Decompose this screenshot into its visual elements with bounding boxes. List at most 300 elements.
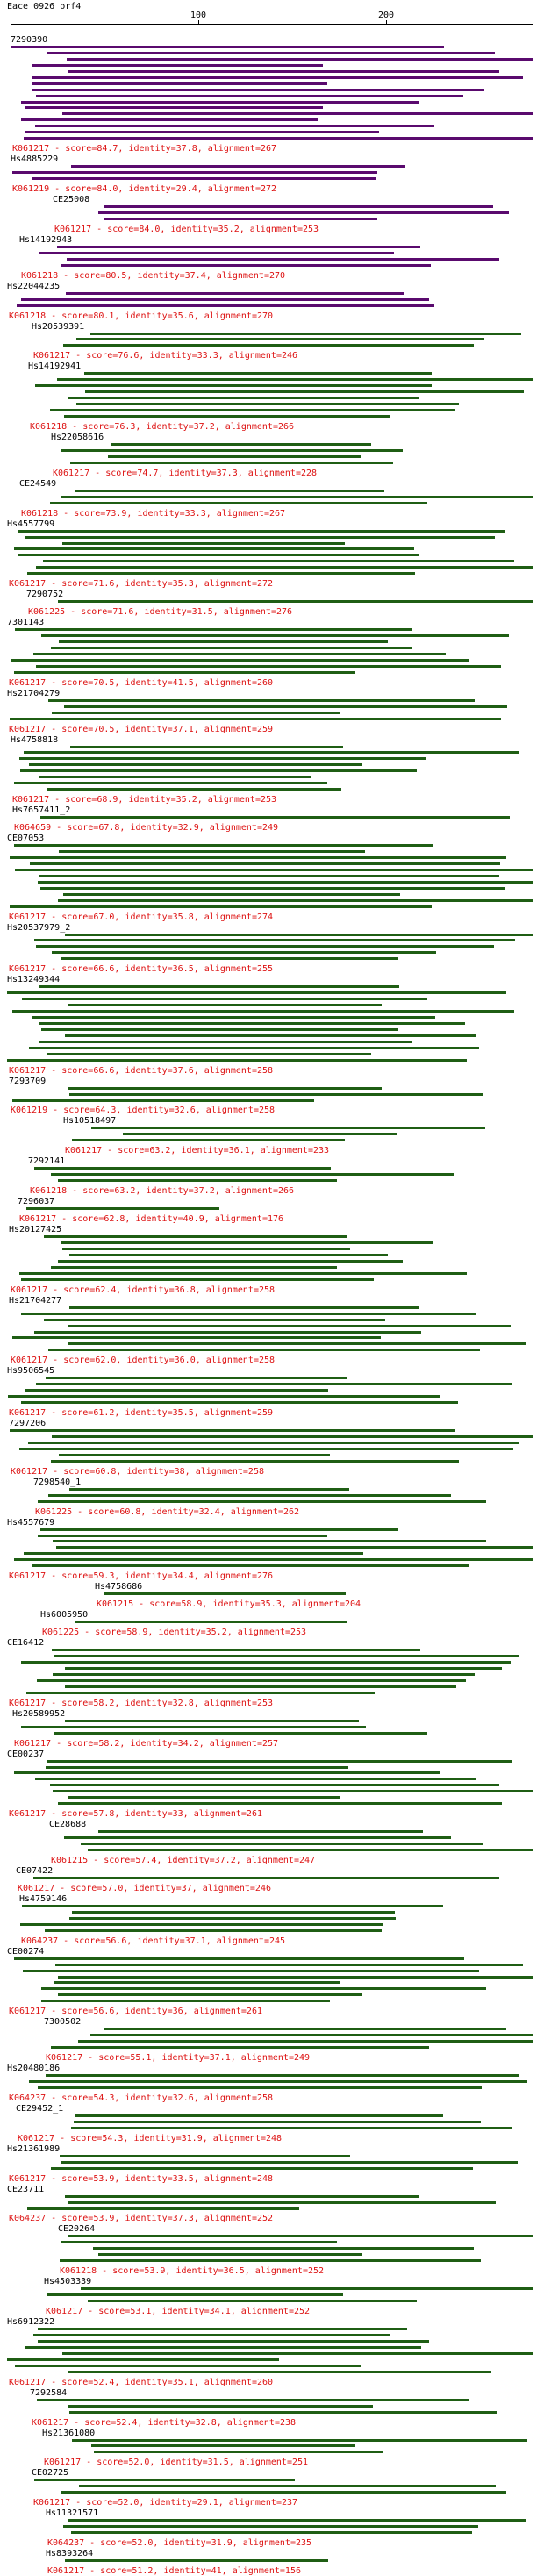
alignment-bar [71,2531,472,2534]
hit-summary[interactable]: K061218 - score=76.3, identity=37.2, alignment=266 [30,421,295,432]
alignment-bar [62,112,533,115]
alignment-bar [68,1796,340,1799]
alignment-bar [43,560,514,562]
hit-id[interactable]: CE07422 [16,1865,54,1876]
hit-id[interactable]: Hs21704277 [9,1295,62,1306]
alignment-bar [39,776,311,778]
alignment-bar [90,333,521,335]
hit-id[interactable]: Hs6912322 [7,2317,55,2328]
hit-id[interactable]: Hs20537979_2 [7,922,71,933]
alignment-bar [64,705,507,708]
alignment-bar [68,1087,382,1090]
hit-id[interactable]: CE29452_1 [16,2103,64,2114]
hit-id[interactable]: Hs21361989 [7,2143,61,2154]
alignment-bar [58,1802,502,1805]
alignment-bar [14,844,433,847]
hit-id[interactable]: CE00274 [7,1946,45,1957]
alignment-bar [18,554,419,556]
alignment-bar [71,2127,512,2129]
alignment-bar [68,1342,526,1345]
alignment-bar [12,1336,381,1339]
alignment-bar [44,1235,347,1238]
alignment-bar [84,372,432,375]
alignment-bar [48,699,475,702]
alignment-bar [8,1395,440,1398]
hit-id[interactable]: Hs11321571 [46,2508,99,2519]
hit-summary[interactable]: K061217 - score=55.1, identity=37.1, alignment=249 [46,2053,311,2064]
hit-id[interactable]: CE07053 [7,834,45,844]
alignment-bar [53,1673,475,1676]
hit-id[interactable]: Hs6005950 [40,1610,89,1621]
alignment-bar [22,1905,443,1907]
alignment-bar [18,530,505,533]
hit-id[interactable]: Hs4557799 [7,519,55,529]
alignment-bar [36,945,494,948]
alignment-bar [70,462,393,464]
alignment-bar [15,869,533,871]
alignment-bar [51,2046,429,2049]
alignment-bar [62,1248,350,1250]
alignment-bar [74,2121,481,2123]
alignment-bar [68,1004,382,1006]
alignment-bar [23,1970,479,1972]
alignment-bar [59,640,388,643]
alignment-bar [32,76,523,79]
hit-summary[interactable]: K061217 - score=62.8, identity=40.9, alignment=176 [19,1214,284,1225]
hit-summary[interactable]: K061217 - score=76.6, identity=33.3, alignment=246 [33,351,298,361]
alignment-bar [35,384,432,387]
alignment-bar [29,763,362,766]
hit-summary[interactable]: K064659 - score=67.8, identity=32.9, alignment=249 [14,823,279,834]
alignment-bar [57,246,420,248]
alignment-bar [51,1266,337,1269]
alignment-bar [20,769,417,772]
alignment-bar [65,934,533,936]
hit-id[interactable]: Hs7657411_2 [12,805,71,816]
hit-id[interactable]: Hs20127425 [9,1225,62,1235]
hit-id[interactable]: Hs10518497 [63,1116,117,1127]
alignment-bar [10,905,432,908]
hit-id[interactable]: Hs21361080 [42,2428,96,2438]
alignment-bar [88,1849,533,1851]
hit-summary[interactable]: K061217 - score=58.2, identity=34.2, alignment=257 [14,1738,279,1749]
alignment-bar [68,70,499,73]
hit-id[interactable]: 7293709 [9,1076,47,1086]
hit-summary[interactable]: K061217 - score=63.2, identity=36.1, alignment=233 [65,1146,330,1156]
hit-id[interactable]: CE16412 [7,1638,45,1649]
alignment-bar [38,881,533,884]
alignment-bar [10,1429,455,1432]
alignment-bar [50,502,427,504]
hit-id[interactable]: 7298540_1 [33,1477,82,1487]
alignment-bar [123,1133,397,1135]
hit-summary[interactable]: K061217 - score=67.0, identity=35.8, alignment=274 [9,912,274,922]
alignment-bar [19,1272,467,1275]
alignment-bar [111,443,371,446]
alignment-bar [36,95,463,97]
alignment-bar [25,131,379,133]
hit-id[interactable]: 7301143 [7,618,45,628]
alignment-bar [72,1911,395,1914]
hit-summary[interactable]: K064237 - score=54.3, identity=32.6, alignment=258 [9,2093,274,2103]
ruler-tick-200 [386,20,387,25]
hit-id[interactable]: Hs22044235 [7,281,61,291]
alignment-bar [46,1766,348,1769]
hit-id[interactable]: Hs22058616 [51,432,104,442]
alignment-bar [37,2399,469,2401]
alignment-bar [30,862,500,865]
hit-id[interactable]: CE25008 [53,195,90,205]
alignment-bar [29,1047,479,1049]
alignment-bar [65,2195,419,2198]
alignment-bar [36,1383,512,1385]
alignment-bar [40,1528,398,1531]
hit-summary[interactable]: K061217 - score=57.0, identity=37, alignment=246 [18,1883,271,1893]
hit-summary[interactable]: K061217 - score=84.7, identity=37.8, alignment=267 [12,144,277,154]
ruler [11,24,533,25]
hit-summary[interactable]: K061217 - score=58.2, identity=32.8, alignment=253 [9,1698,274,1708]
alignment-bar [94,2451,383,2453]
alignment-bar [61,2491,506,2494]
hit-id[interactable]: Hs20589952 [12,1708,66,1719]
alignment-bar [35,125,434,127]
hit-summary[interactable]: K061215 - score=57.4, identity=37.2, alignment=247 [51,1855,316,1865]
alignment-bar [52,1435,533,1438]
alignment-bar [39,1022,465,1025]
hit-summary[interactable]: K061217 - score=66.6, identity=37.6, alignment=258 [9,1065,274,1076]
hit-summary[interactable]: K061218 - score=53.9, identity=36.5, alignment=252 [60,2266,325,2277]
alignment-bar [65,1034,476,1037]
hit-summary[interactable]: K061217 - score=57.8, identity=33, alignment=261 [9,1809,262,1820]
hit-summary[interactable]: K061217 - score=56.6, identity=36, alignment=261 [9,2007,262,2017]
hit-summary[interactable]: K061217 - score=68.9, identity=35.2, alignment=253 [12,795,277,805]
hit-id[interactable]: CE00237 [7,1749,45,1759]
alignment-bar [44,1319,385,1321]
alignment-bar [7,2358,279,2361]
alignment-bar [61,2241,337,2243]
alignment-bar [63,2525,478,2528]
hit-summary[interactable]: K061217 - score=71.6, identity=35.3, alignment=272 [9,579,274,590]
alignment-bar [68,1325,511,1327]
ruler-label-200: 200 [377,11,395,20]
hit-summary[interactable]: K061217 - score=51.2, identity=41, alignment=156 [47,2565,301,2576]
alignment-bar [24,751,519,754]
hit-id[interactable]: Hs8393264 [46,2549,94,2559]
alignment-bar [90,2034,533,2036]
alignment-bar [53,1790,533,1792]
alignment-bar [75,2114,443,2117]
hit-id[interactable]: CE23711 [7,2184,45,2194]
hit-summary[interactable]: K061217 - score=52.0, identity=31.5, alignment=251 [44,2458,309,2468]
hit-summary[interactable]: K061217 - score=70.5, identity=41.5, alignment=260 [9,677,274,688]
alignment-bar [64,1836,451,1839]
alignment-bar [72,2439,527,2442]
alignment-bar [69,1306,419,1309]
alignment-bar [25,2346,421,2349]
alignment-bar [60,2155,350,2157]
hit-summary[interactable]: K061217 - score=62.4, identity=36.8, alignment=258 [11,1284,276,1295]
alignment-bar [68,2201,496,2204]
alignment-bar [58,1260,403,1263]
hit-id[interactable]: CE02725 [32,2468,69,2479]
alignment-bar [60,2259,481,2262]
alignment-bar [33,1877,499,1879]
hit-summary[interactable]: K064237 - score=53.9, identity=37.3, alignment=252 [9,2214,274,2224]
alignment-bar [25,1389,328,1392]
hit-summary[interactable]: K064237 - score=52.0, identity=31.9, alignment=235 [47,2538,312,2549]
alignment-bar [34,2479,295,2481]
alignment-bar [35,1778,476,1780]
alignment-bar [64,415,390,418]
alignment-bar [98,2253,362,2256]
alignment-bar [32,82,327,85]
alignment-bar [32,1016,435,1019]
ruler-label-100: 100 [190,11,207,20]
hit-id[interactable]: CE28688 [49,1820,87,1830]
alignment-bar [39,985,399,988]
hit-summary[interactable]: K061217 - score=84.0, identity=35.2, alignment=253 [54,224,319,234]
hit-id[interactable]: Hs9506545 [7,1366,55,1377]
alignment-bar [24,1552,363,1555]
alignment-bar [14,1957,464,1960]
hit-summary[interactable]: K061217 - score=62.0, identity=36.0, alignment=258 [11,1356,276,1366]
alignment-bar [93,2247,474,2250]
alignment-bar [55,1964,523,1966]
alignment-bar [37,1679,466,1682]
hit-summary[interactable]: K061217 - score=66.6, identity=36.5, alignment=255 [9,964,274,975]
alignment-bar [104,2028,506,2030]
hit-summary[interactable]: K061218 - score=63.2, identity=37.2, alignment=266 [30,1186,295,1197]
hit-id[interactable]: 7290752 [26,590,64,600]
alignment-bar [14,782,327,784]
alignment-bar [54,1655,519,1657]
alignment-bar [65,1720,359,1722]
hit-summary[interactable]: K061217 - score=52.4, identity=35.1, alignment=260 [9,2377,274,2387]
alignment-bar [52,951,436,954]
alignment-bar [21,1401,458,1404]
hit-id[interactable]: Hs14192943 [19,234,73,245]
hit-id[interactable]: CE20264 [58,2224,96,2235]
alignment-bar [32,89,484,91]
hit-id[interactable]: Hs4557679 [7,1517,55,1528]
alignment-bar [46,1377,347,1379]
alignment-bar [108,455,361,458]
alignment-bar [39,1041,412,1043]
alignment-bar [61,957,398,960]
alignment-bar [62,2352,533,2355]
alignment-bar [36,665,501,668]
alignment-bar [47,788,341,791]
hit-id[interactable]: Hs4758818 [11,734,59,745]
hit-summary[interactable]: K061217 - score=74.7, identity=37.3, alignment=228 [53,468,318,478]
alignment-bar [59,1454,330,1456]
alignment-bar [51,2167,473,2170]
alignment-bar [24,137,533,140]
alignment-bar [21,101,419,104]
alignment-bar [14,671,355,674]
alignment-bar [67,58,533,61]
alignment-bar [76,403,459,405]
alignment-bar [47,1053,371,1055]
alignment-bar [14,1771,440,1774]
alignment-bar [54,1981,340,1984]
alignment-bar [65,1685,456,1688]
alignment-bar [91,2444,355,2447]
alignment-bar [75,1621,347,1623]
hit-summary[interactable]: K061225 - score=71.6, identity=31.5, alignment=276 [28,607,293,618]
alignment-bar [41,2000,330,2002]
alignment-bar [71,165,405,168]
alignment-bar [69,1093,483,1096]
alignment-bar [21,1661,511,1664]
alignment-bar [67,258,499,261]
alignment-bar [104,218,377,220]
alignment-bar [17,304,434,307]
hit-id[interactable]: Hs20480186 [7,2064,61,2074]
alignment-bar [39,252,394,254]
alignment-bar [38,2328,407,2330]
alignment-bar [104,205,493,208]
query-title: Eace_0926_orf4 [7,2,82,11]
hit-summary[interactable]: K061219 - score=64.3, identity=32.6, alignment=258 [11,1106,276,1116]
alignment-bar [26,1692,375,1694]
alignment-bar [50,409,455,411]
alignment-bar [66,292,404,295]
hit-summary[interactable]: K061225 - score=60.8, identity=32.4, alignment=262 [35,1506,300,1517]
alignment-bar [69,1254,388,1256]
alignment-bar [22,998,427,1000]
hit-summary[interactable]: K061217 - score=53.1, identity=34.1, alignment=252 [46,2307,311,2317]
alignment-bar [19,757,426,760]
alignment-bar [33,653,446,655]
hit-id[interactable]: Hs21704279 [7,688,61,698]
alignment-bar [7,1059,467,1062]
hit-summary[interactable]: K061225 - score=58.9, identity=35.2, alignment=253 [42,1628,307,1638]
alignment-bar [61,449,403,452]
hit-id[interactable]: 7290390 [11,35,48,45]
alignment-bar [34,1331,421,1334]
alignment-bar [58,1976,533,1979]
alignment-bar [54,1732,427,1735]
alignment-bar [72,1139,345,1141]
hit-id[interactable]: 7300502 [44,2017,82,2028]
hit-summary[interactable]: K061217 - score=52.4, identity=32.8, alignment=238 [32,2417,297,2428]
alignment-bar [76,338,484,340]
hit-summary[interactable]: K061215 - score=58.9, identity=35.3, alignment=204 [97,1599,361,1610]
alignment-bar [19,1448,513,1450]
alignment-bar [51,1460,459,1463]
hit-id[interactable]: Hs20539391 [32,321,85,332]
hit-summary[interactable]: K061217 - score=53.9, identity=33.5, alignment=248 [9,2173,274,2184]
hit-id[interactable]: Hs14192941 [28,361,82,372]
alignment-bar [48,1494,451,1497]
hit-summary[interactable]: K061218 - score=80.5, identity=37.4, alignment=270 [21,270,286,281]
alignment-bar [32,64,323,67]
hit-id[interactable]: 7292584 [30,2387,68,2398]
alignment-bar [75,490,384,492]
alignment-bar [69,1488,349,1491]
alignment-bar [65,1667,502,1670]
alignment-bar [68,2405,373,2408]
alignment-bar [61,1241,433,1244]
hit-summary[interactable]: K061218 - score=73.9, identity=33.3, alignment=267 [21,508,286,519]
alignment-bar [50,1784,499,1786]
alignment-bar [65,2559,328,2562]
hit-summary[interactable]: K061217 - score=54.3, identity=31.9, alignment=248 [18,2133,283,2143]
alignment-bar [34,939,515,941]
alignment-bar [12,171,377,174]
alignment-bar [38,2340,429,2343]
hit-id[interactable]: Hs4885229 [11,154,59,165]
alignment-bar [47,1760,512,1763]
alignment-bar [41,1028,398,1031]
hit-id[interactable]: Hs4503339 [44,2277,92,2287]
alignment-bar [12,1010,514,1013]
alignment-bar [21,118,318,121]
alignment-bar [21,1278,374,1281]
hit-id[interactable]: Hs4759146 [19,1893,68,1904]
hit-summary[interactable]: K061217 - score=70.5, identity=37.1, alignment=259 [9,724,274,734]
alignment-bar [38,2086,482,2089]
hit-summary[interactable]: K061217 - score=59.3, identity=34.4, alignment=276 [9,1571,274,1582]
alignment-bar [98,211,509,214]
alignment-bar [47,2293,343,2296]
alignment-bar [40,887,505,890]
alignment-bar [41,634,509,637]
alignment-bar [51,1173,454,1176]
alignment-bar [98,1830,423,1833]
hit-id[interactable]: 7292141 [28,1156,66,1167]
alignment-bar [85,390,524,393]
alignment-bar [21,1726,366,1728]
alignment-bar [14,1558,533,1561]
alignment-bar [63,344,474,347]
alignment-bar [25,106,323,109]
alignment-bar [61,496,533,498]
hit-summary[interactable]: K061218 - score=80.1, identity=35.6, alignment=270 [9,311,274,321]
alignment-bar [57,378,533,381]
alignment-bar [81,2287,533,2290]
alignment-bar [88,2300,417,2302]
hit-summary[interactable]: K061217 - score=52.0, identity=29.1, alignment=237 [33,2498,298,2508]
hit-id[interactable]: Hs4758686 [95,1582,143,1592]
hit-id[interactable]: 7297206 [9,1419,47,1429]
alignment-bar [68,2519,526,2522]
alignment-bar [11,46,444,48]
alignment-bar [27,572,415,575]
hit-summary[interactable]: K061217 - score=60.8, identity=38, alignment=258 [11,1466,264,1477]
alignment-bar [78,2040,533,2043]
hit-id[interactable]: Hs13249344 [7,975,61,985]
alignment-bar [69,1917,396,1920]
alignment-bar [45,1929,382,1932]
alignment-bar [91,1127,485,1129]
hit-id[interactable]: 7296037 [18,1197,55,1207]
alignment-bar [52,712,340,714]
alignment-bar [68,2371,491,2373]
alignment-bar [58,899,533,902]
alignment-bar [28,1442,519,1444]
hit-summary[interactable]: K061217 - score=61.2, identity=35.5, alignment=259 [9,1408,274,1419]
hit-summary[interactable]: K061219 - score=84.0, identity=29.4, alignment=272 [12,184,277,195]
alignment-bar [70,746,343,748]
alignment-bar [40,816,510,819]
hit-id[interactable]: CE24549 [19,478,57,489]
alignment-bar [25,536,495,539]
hit-summary[interactable]: K064237 - score=56.6, identity=37.1, alignment=245 [21,1936,286,1946]
alignment-bar [53,1540,486,1542]
alignment-bar [52,1649,420,1651]
